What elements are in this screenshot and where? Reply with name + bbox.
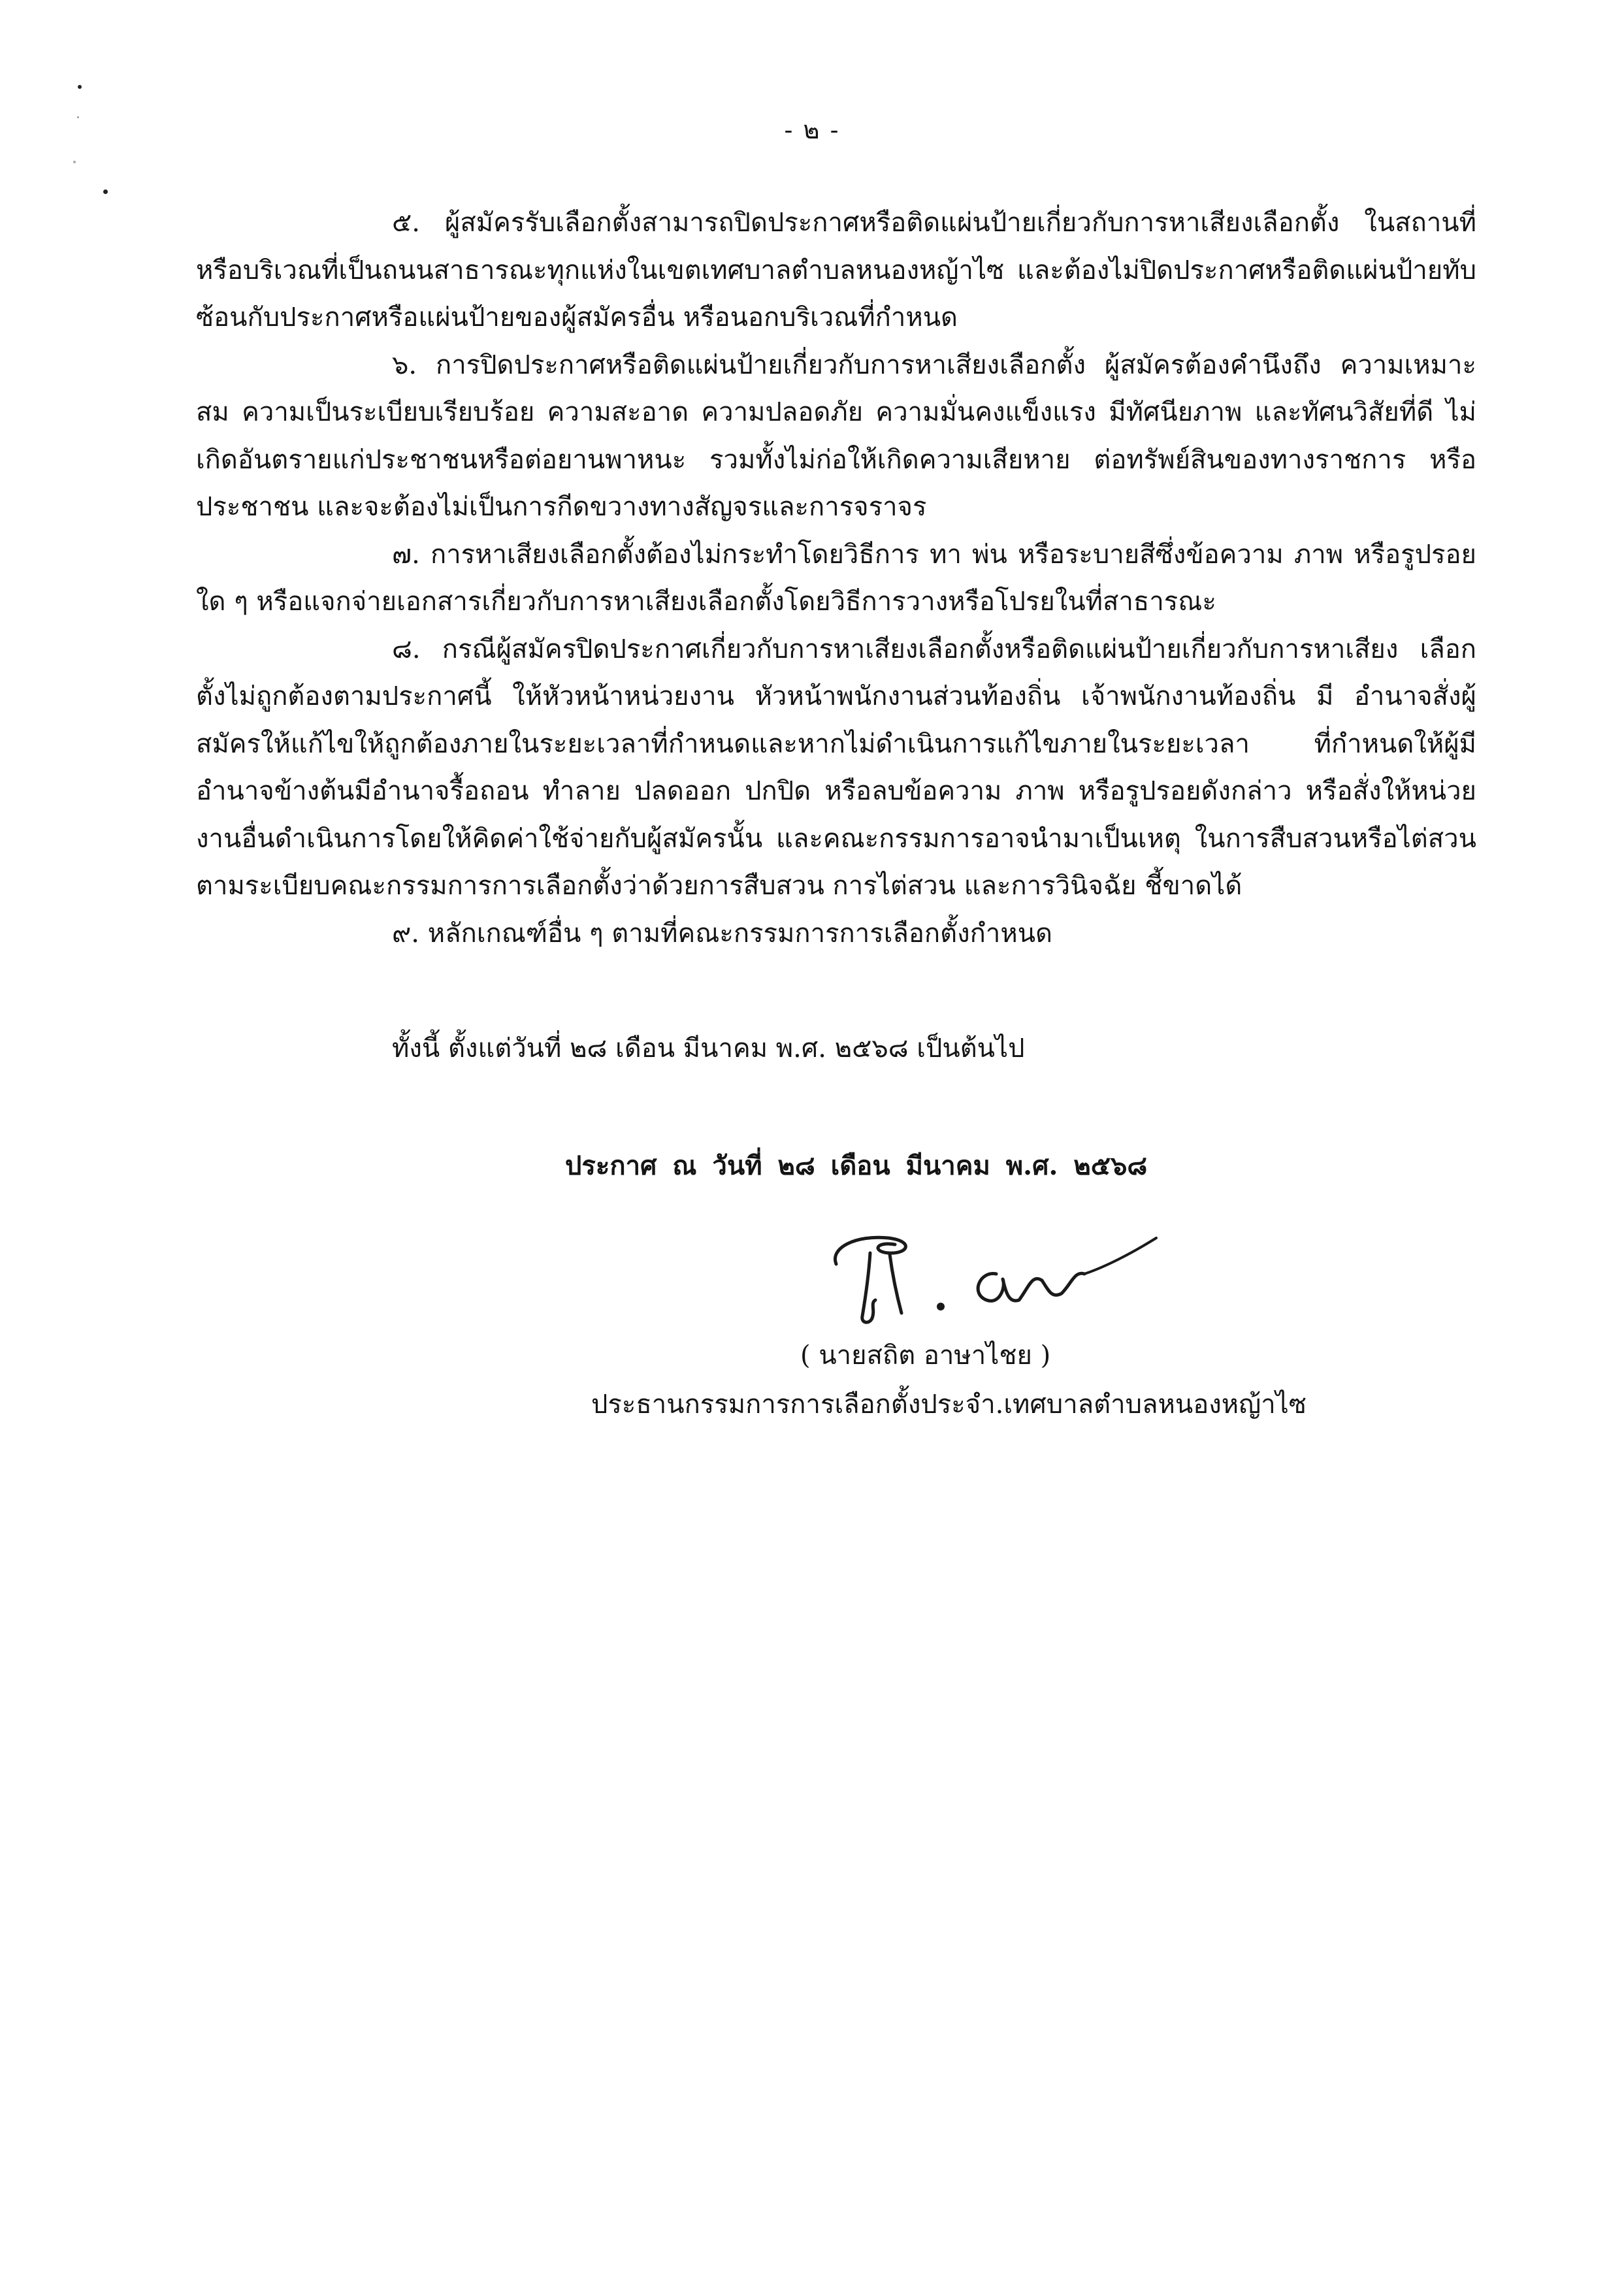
signer-title: ประธานกรรมการการเลือกตั้งประจำ.เทศบาลตำบลหนองหญ้าไซ — [591, 1390, 1307, 1420]
document-body — [196, 199, 1476, 957]
signer-name: ( นายสถิต อาษาไชย ) — [800, 1341, 1051, 1371]
scan-speck — [103, 189, 108, 194]
announcement-date: ประกาศ ณ วันที่ ๒๘ เดือน มีนาคม พ.ศ. ๒๕๖๘ — [565, 1150, 1148, 1181]
scan-speck — [78, 85, 82, 89]
clause-8: ๘. กรณีผู้สมัครปิดประกาศเกี่ยวกับการหาเสียงเลือกตั้งหรือติดแผ่นป้ายเกี่ยวกับการหาเสียง เลือกตั้งไม่ถูกต้องตามประกาศนี้ ให้หัวหน้าหน่วยงาน หัวหน้าพนักงานส่วนท้องถิ่น เจ้าพนักงานท้องถิ่น มี อำนาจสั่งผู้สมัครให้แก้ไขให้ถูกต้องภายในระยะเวลาที่กำหนดและหากไม่ดำเนินการแก้ไขภายในระยะเวลา ที่กำหนดให้ผู้มีอำนาจข้างต้นมีอำนาจรื้อถอน ทำลาย ปลดออก ปกปิด หรือลบข้อความ ภาพ หรือรูปรอยดังกล่าว หรือสั่งให้หน่วยงานอื่นดำเนินการโดยให้คิดค่าใช้จ่ายกับผู้สมัครนั้น และคณะกรรมการอาจนำมาเป็นเหตุ ในการสืบสวนหรือไต่สวนตามระเบียบคณะกรรมการการเลือกตั้งว่าด้วยการสืบสวน การไต่สวน และการวินิจฉัย ชี้ขาดได้ — [196, 634, 1476, 901]
page-number: - ๒ - — [784, 116, 840, 144]
clause-9: ๙. หลักเกณฑ์อื่น ๆ ตามที่คณะกรรมการการเลือกตั้งกำหนด — [392, 918, 1053, 949]
clause-5: ๕. ผู้สมัครรับเลือกตั้งสามารถปิดประกาศหรือติดแผ่นป้ายเกี่ยวกับการหาเสียงเลือกตั้ง ในสถานที่หรือบริเวณที่เป็นถนนสาธารณะทุกแห่งในเขตเทศบาลตำบลหนองหญ้าไซ และต้องไม่ปิดประกาศหรือติดแผ่นป้ายทับซ้อนกับประกาศหรือแผ่นป้ายของผู้สมัครอื่น หรือนอกบริเวณที่กำหนด — [196, 208, 1476, 333]
scan-speck — [73, 161, 76, 163]
handwritten-signature — [810, 1209, 1176, 1339]
effective-date: ทั้งนี้ ตั้งแต่วันที่ ๒๘ เดือน มีนาคม พ.ศ. ๒๕๖๘ เป็นต้นไป — [392, 1033, 1025, 1064]
clause-7: ๗. การหาเสียงเลือกตั้งต้องไม่กระทำโดยวิธีการ ทา พ่น หรือระบายสีซึ่งข้อความ ภาพ หรือรูปรอยใด ๆ หรือแจกจ่ายเอกสารเกี่ยวกับการหาเสียงเลือกตั้งโดยวิธีการวางหรือโปรยในที่สาธารณะ — [196, 539, 1476, 617]
clause-6: ๖. การปิดประกาศหรือติดแผ่นป้ายเกี่ยวกับการหาเสียงเลือกตั้ง ผู้สมัครต้องคำนึงถึง ความเหมาะสม ความเป็นระเบียบเรียบร้อย ความสะอาด ความปลอดภัย ความมั่นคงแข็งแรง มีทัศนียภาพ และทัศนวิสัยที่ดี ไม่เกิดอันตรายแก่ประชาชนหรือต่อยานพาหนะ รวมทั้งไม่ก่อให้เกิดความเสียหาย ต่อทรัพย์สินของทางราชการ หรือประชาชน และจะต้องไม่เป็นการกีดขวางทางสัญจรและการจราจร — [196, 350, 1476, 522]
